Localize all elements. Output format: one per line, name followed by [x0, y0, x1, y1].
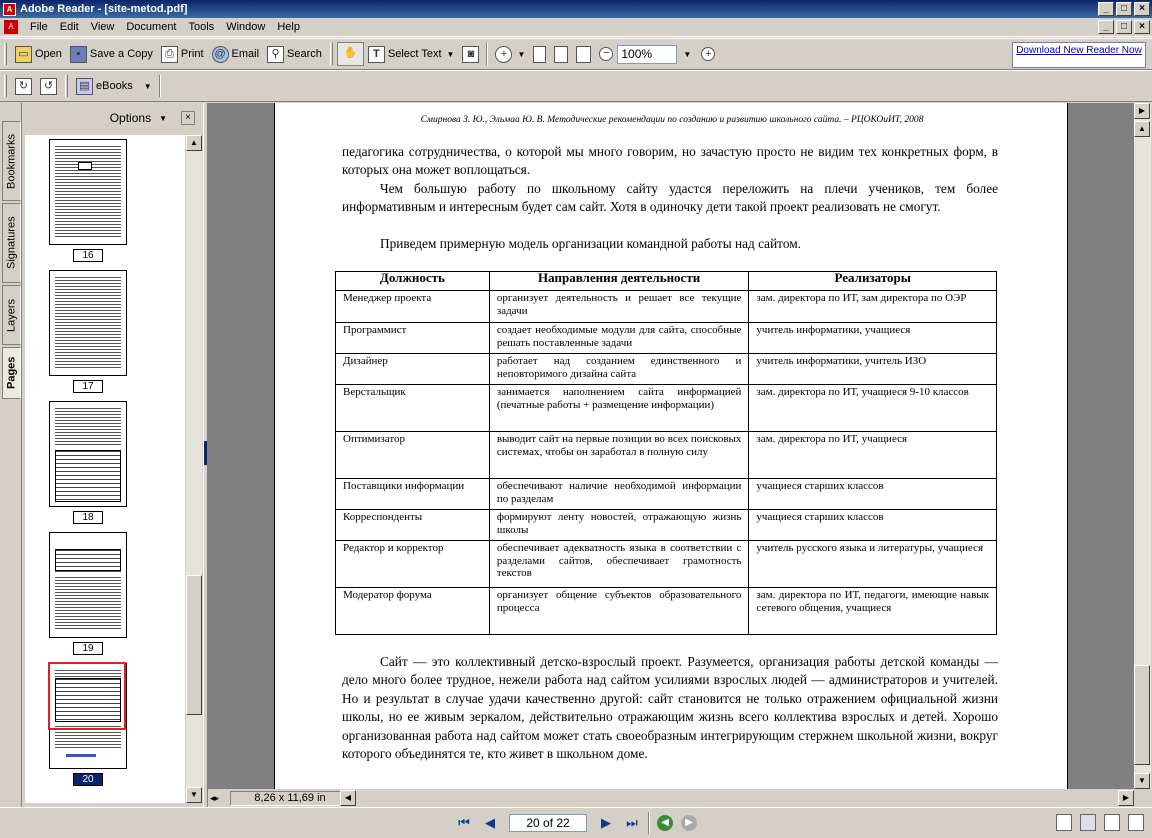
menu-document[interactable]: Document: [126, 21, 177, 33]
folder-icon: ▭: [15, 46, 32, 63]
disk-icon: ▪: [70, 46, 87, 63]
document-horizontal-bar: [208, 789, 1134, 807]
navigation-tabs: [0, 103, 22, 807]
scroll-down-icon[interactable]: ▼: [186, 787, 202, 803]
table-cell: обеспечивает адекватность языка в соответствии с разделами сайтов, обеспечивает грамотность текстов: [489, 541, 749, 588]
document-window-controls: [1098, 20, 1150, 34]
table-row: [336, 432, 997, 479]
thumbnail-label: 19: [73, 642, 103, 655]
rotate-counterclockwise-icon: ↺: [40, 78, 57, 95]
panel-scrollbar[interactable]: [186, 135, 202, 803]
facing-icon[interactable]: [1104, 814, 1120, 831]
table-cell: зам. директора по ИТ, зам директора по ОЭР: [749, 291, 997, 323]
ebook-icon: ▤: [76, 78, 93, 95]
close-button[interactable]: ×: [1134, 2, 1150, 16]
open-button[interactable]: [11, 42, 66, 66]
zoom-input[interactable]: [617, 45, 677, 64]
actual-size-button[interactable]: [529, 42, 550, 66]
document-vertical-scrollbar[interactable]: [1134, 103, 1151, 789]
table-cell: работает над созданием единственного и неповторимого дизайна сайта: [489, 354, 749, 385]
page-up-icon[interactable]: ▶: [1134, 103, 1150, 119]
scroll-up-icon[interactable]: ▲: [186, 135, 202, 151]
thumbnail-label: 16: [73, 249, 103, 262]
table-cell: Менеджер проекта: [336, 291, 490, 323]
page-header: Смирнова З. Ю., Эльмаа Ю. В. Методические рекомендации по созданию и развитию школьного сайта. – РЦОКОиИТ, 2008: [420, 115, 924, 125]
toolbar-grip-2[interactable]: [330, 43, 333, 65]
menu-view[interactable]: View: [90, 21, 115, 33]
table-cell: организует общение субъектов образовательного процесса: [489, 588, 749, 635]
table-row: [336, 541, 997, 588]
table-row: [336, 588, 997, 635]
menu-help[interactable]: Help: [277, 21, 300, 33]
tab-bookmarks[interactable]: Bookmarks: [2, 121, 21, 201]
plus-circle-icon: +: [701, 47, 715, 61]
options-dropdown-icon[interactable]: ▼: [159, 113, 167, 123]
table-cell: выводит сайт на первые позиции во всех поисковых системах, чтобы он заработал в полную силу: [489, 432, 749, 479]
download-reader-link[interactable]: Download New Reader Now: [1012, 42, 1146, 68]
go-back-icon[interactable]: ◀: [657, 815, 673, 831]
column-header: Реализаторы: [749, 272, 997, 291]
fit-width-button[interactable]: [572, 42, 595, 66]
paragraph: Сайт — это коллективный детско-взрослый проект. Разумеется, организация работы детской команды — дело много более трудное, нежели работа над сайтом усилиями взрослых людей — администраторов и учителей. Но и результат в случае удачи качественно другой: сайт становится не только отражением официальной жизни школы, но ее живым зеркалом, действительно отражающим жизнь всего коллектива взрослых и детей. Хорошо организованная работа над сайтом может стать своеобразным интегрирующим стержнем школьной жизни, вокруг которого объединятся те, кто живет в школьном доме.: [342, 654, 998, 762]
table-cell: создает необходимые модули для сайта, способные решать поставленные задачи: [489, 323, 749, 354]
table-cell: учитель информатики, учитель ИЗО: [749, 354, 997, 385]
doc-minimize-button[interactable]: _: [1098, 20, 1114, 34]
zoom-in-tool-button[interactable]: [491, 42, 529, 66]
thumbnail-label: 18: [73, 511, 103, 524]
chevron-down-icon[interactable]: ▼: [517, 49, 526, 59]
previous-page-icon[interactable]: ◀: [485, 815, 495, 830]
table-cell: организует деятельность и решает все текущие задачи: [489, 291, 749, 323]
zoom-value: 100%: [621, 47, 653, 61]
panel-header: [23, 103, 203, 133]
window-title: Adobe Reader - [site-metod.pdf]: [20, 3, 188, 15]
table-row: [336, 354, 997, 385]
table-cell: Программист: [336, 323, 490, 354]
table-cell: обеспечивают наличие необходимой информации по разделам: [489, 479, 749, 510]
maximize-button[interactable]: □: [1116, 2, 1132, 16]
page-thumbnail[interactable]: [49, 270, 127, 376]
save-label: Save a Copy: [89, 48, 153, 60]
fit-width-icon: [576, 46, 591, 63]
search-label: Search: [287, 48, 322, 60]
table-cell: Дизайнер: [336, 354, 490, 385]
menu-window[interactable]: Window: [226, 21, 266, 33]
document-icon[interactable]: A: [4, 20, 18, 34]
zoom-in-button[interactable]: [697, 42, 719, 66]
thumbnail-label: 17: [73, 380, 103, 393]
table-row: [336, 385, 997, 432]
fit-page-icon: [554, 46, 568, 63]
first-page-icon[interactable]: ⏮: [458, 815, 470, 830]
menu-tools[interactable]: Tools: [188, 21, 215, 33]
main-toolbar: [0, 38, 1152, 70]
page-layout-controls: [1056, 814, 1144, 831]
save-copy-button[interactable]: [66, 42, 157, 66]
table-cell: учащиеся старших классов: [749, 510, 997, 541]
toolbar-grip-3[interactable]: [4, 75, 7, 97]
scroll-left-icon[interactable]: ◀: [340, 790, 356, 806]
last-page-icon[interactable]: ⏭: [626, 815, 638, 830]
paragraph: педагогика сотрудничества, о которой мы много говорим, но зачастую просто не видим тех конкретных форм, в которых она может воплощаться.: [342, 144, 998, 178]
secondary-toolbar: [0, 70, 1152, 102]
navigation-bar: [0, 807, 1152, 838]
table-cell: учащиеся старших классов: [749, 479, 997, 510]
page-icon: [533, 46, 546, 63]
paragraph: Приведем примерную модель организации командной работы над сайтом.: [380, 236, 801, 251]
page-thumbnail[interactable]: [49, 401, 127, 507]
tab-layers[interactable]: Layers: [2, 285, 21, 345]
email-icon: @: [212, 46, 229, 63]
page-thumbnail[interactable]: [49, 532, 127, 638]
table-row: [336, 291, 997, 323]
scroll-thumb[interactable]: [1134, 665, 1150, 765]
pdf-page: [274, 103, 1068, 789]
print-label: Print: [180, 48, 204, 60]
zoom-dropdown-icon[interactable]: ▼: [683, 49, 692, 59]
ebooks-label: eBooks: [96, 80, 133, 92]
next-page-icon[interactable]: ▶: [601, 815, 611, 830]
separator: [486, 43, 488, 65]
document-view: [208, 103, 1134, 789]
scroll-down-icon[interactable]: ▼: [1134, 773, 1150, 789]
go-forward-icon[interactable]: ▶: [681, 815, 697, 831]
hand-icon: ✋: [343, 46, 358, 59]
table-cell: зам. директора по ИТ, учащиеся 9-10 классов: [749, 385, 997, 432]
ebooks-button[interactable]: [72, 74, 156, 98]
table-cell: занимается наполнением сайта информацией (печатные работы + размещение информации): [489, 385, 749, 432]
page-thumbnail[interactable]: [49, 139, 127, 245]
adobe-reader-icon: A: [3, 3, 16, 16]
text-cursor-icon: T: [368, 46, 385, 63]
table-row: [336, 479, 997, 510]
resize-arrows-icon[interactable]: ◂▸: [210, 792, 220, 803]
select-text-label: Select Text: [387, 48, 442, 60]
team-roles-table: [335, 271, 997, 635]
table-cell: зам. директора по ИТ, учащиеся: [749, 432, 997, 479]
table-cell: Модератор форума: [336, 588, 490, 635]
table-cell: Поставщики информации: [336, 479, 490, 510]
page-size-display: 8,26 x 11,69 in: [230, 791, 350, 806]
tab-pages[interactable]: Pages: [2, 347, 21, 399]
rotate-ccw-button[interactable]: [36, 74, 61, 98]
table-row: [336, 510, 997, 541]
pages-panel: [23, 103, 203, 807]
tab-signatures[interactable]: Signatures: [2, 203, 21, 283]
table-row: [336, 323, 997, 354]
column-header: Направления деятельности: [489, 272, 749, 291]
table-cell: формируют ленту новостей, отражающую жизнь школы: [489, 510, 749, 541]
printer-icon: ⎙: [161, 46, 178, 63]
toolbar-grip[interactable]: [4, 43, 7, 65]
separator: [648, 812, 650, 834]
menu-file[interactable]: File: [30, 21, 48, 33]
email-button[interactable]: [208, 42, 264, 66]
paragraph: Чем большую работу по школьному сайту удастся переложить на плечи учеников, тем более информативным и интересным будет сам сайт. Хотя в одиночку дети такой проект реализовать не смогут.: [342, 181, 998, 215]
table-cell: учитель русского языка и литературы, учащиеся: [749, 541, 997, 588]
window-controls: [1098, 2, 1150, 16]
table-cell: Редактор и корректор: [336, 541, 490, 588]
snapshot-button[interactable]: [458, 42, 483, 66]
continuous-facing-icon[interactable]: [1128, 814, 1144, 831]
camera-icon: ◙: [462, 46, 479, 63]
table-cell: зам. директора по ИТ, педагоги, имеющие навык сетевого общения, учащиеся: [749, 588, 997, 635]
magnifier-icon: +: [495, 46, 512, 63]
options-menu[interactable]: Options: [109, 111, 152, 125]
zoom-out-button[interactable]: [595, 42, 617, 66]
continuous-icon[interactable]: [1080, 814, 1096, 831]
chevron-down-icon[interactable]: ▼: [143, 81, 152, 91]
doc-restore-button[interactable]: □: [1116, 20, 1132, 34]
table-cell: Верстальщик: [336, 385, 490, 432]
fit-page-button[interactable]: [550, 42, 572, 66]
thumbnail-list: [25, 135, 185, 803]
table-cell: Оптимизатор: [336, 432, 490, 479]
thumbnail-label-selected: 20: [73, 773, 103, 786]
page-number-input[interactable]: 20 of 22: [509, 814, 587, 832]
scroll-thumb[interactable]: [186, 575, 202, 715]
page-thumbnail-current[interactable]: [49, 663, 127, 769]
rotate-clockwise-icon: ↻: [15, 78, 32, 95]
scroll-up-icon[interactable]: ▲: [1134, 121, 1150, 137]
title-bar: [0, 0, 1152, 18]
menu-edit[interactable]: Edit: [59, 21, 79, 33]
single-page-icon[interactable]: [1056, 814, 1072, 831]
hand-tool-button[interactable]: [337, 42, 364, 66]
binoculars-icon: ⚲: [267, 46, 284, 63]
search-button[interactable]: [263, 42, 326, 66]
email-label: Email: [231, 48, 260, 60]
close-panel-icon[interactable]: ×: [181, 111, 195, 125]
toolbar-grip-4[interactable]: [65, 75, 68, 97]
chevron-down-icon[interactable]: ▼: [446, 49, 455, 59]
doc-close-button[interactable]: ×: [1134, 20, 1150, 34]
open-label: Open: [35, 48, 62, 60]
minimize-button[interactable]: _: [1098, 2, 1114, 16]
print-button[interactable]: [157, 42, 208, 66]
minus-circle-icon: −: [599, 47, 613, 61]
table-cell: Корреспонденты: [336, 510, 490, 541]
select-text-button[interactable]: [364, 42, 459, 66]
column-header: Должность: [336, 272, 490, 291]
scroll-right-icon[interactable]: ▶: [1118, 790, 1134, 806]
menu-bar: [0, 18, 1152, 37]
separator: [159, 75, 161, 97]
table-cell: учитель информатики, учащиеся: [749, 323, 997, 354]
rotate-cw-button[interactable]: [11, 74, 36, 98]
